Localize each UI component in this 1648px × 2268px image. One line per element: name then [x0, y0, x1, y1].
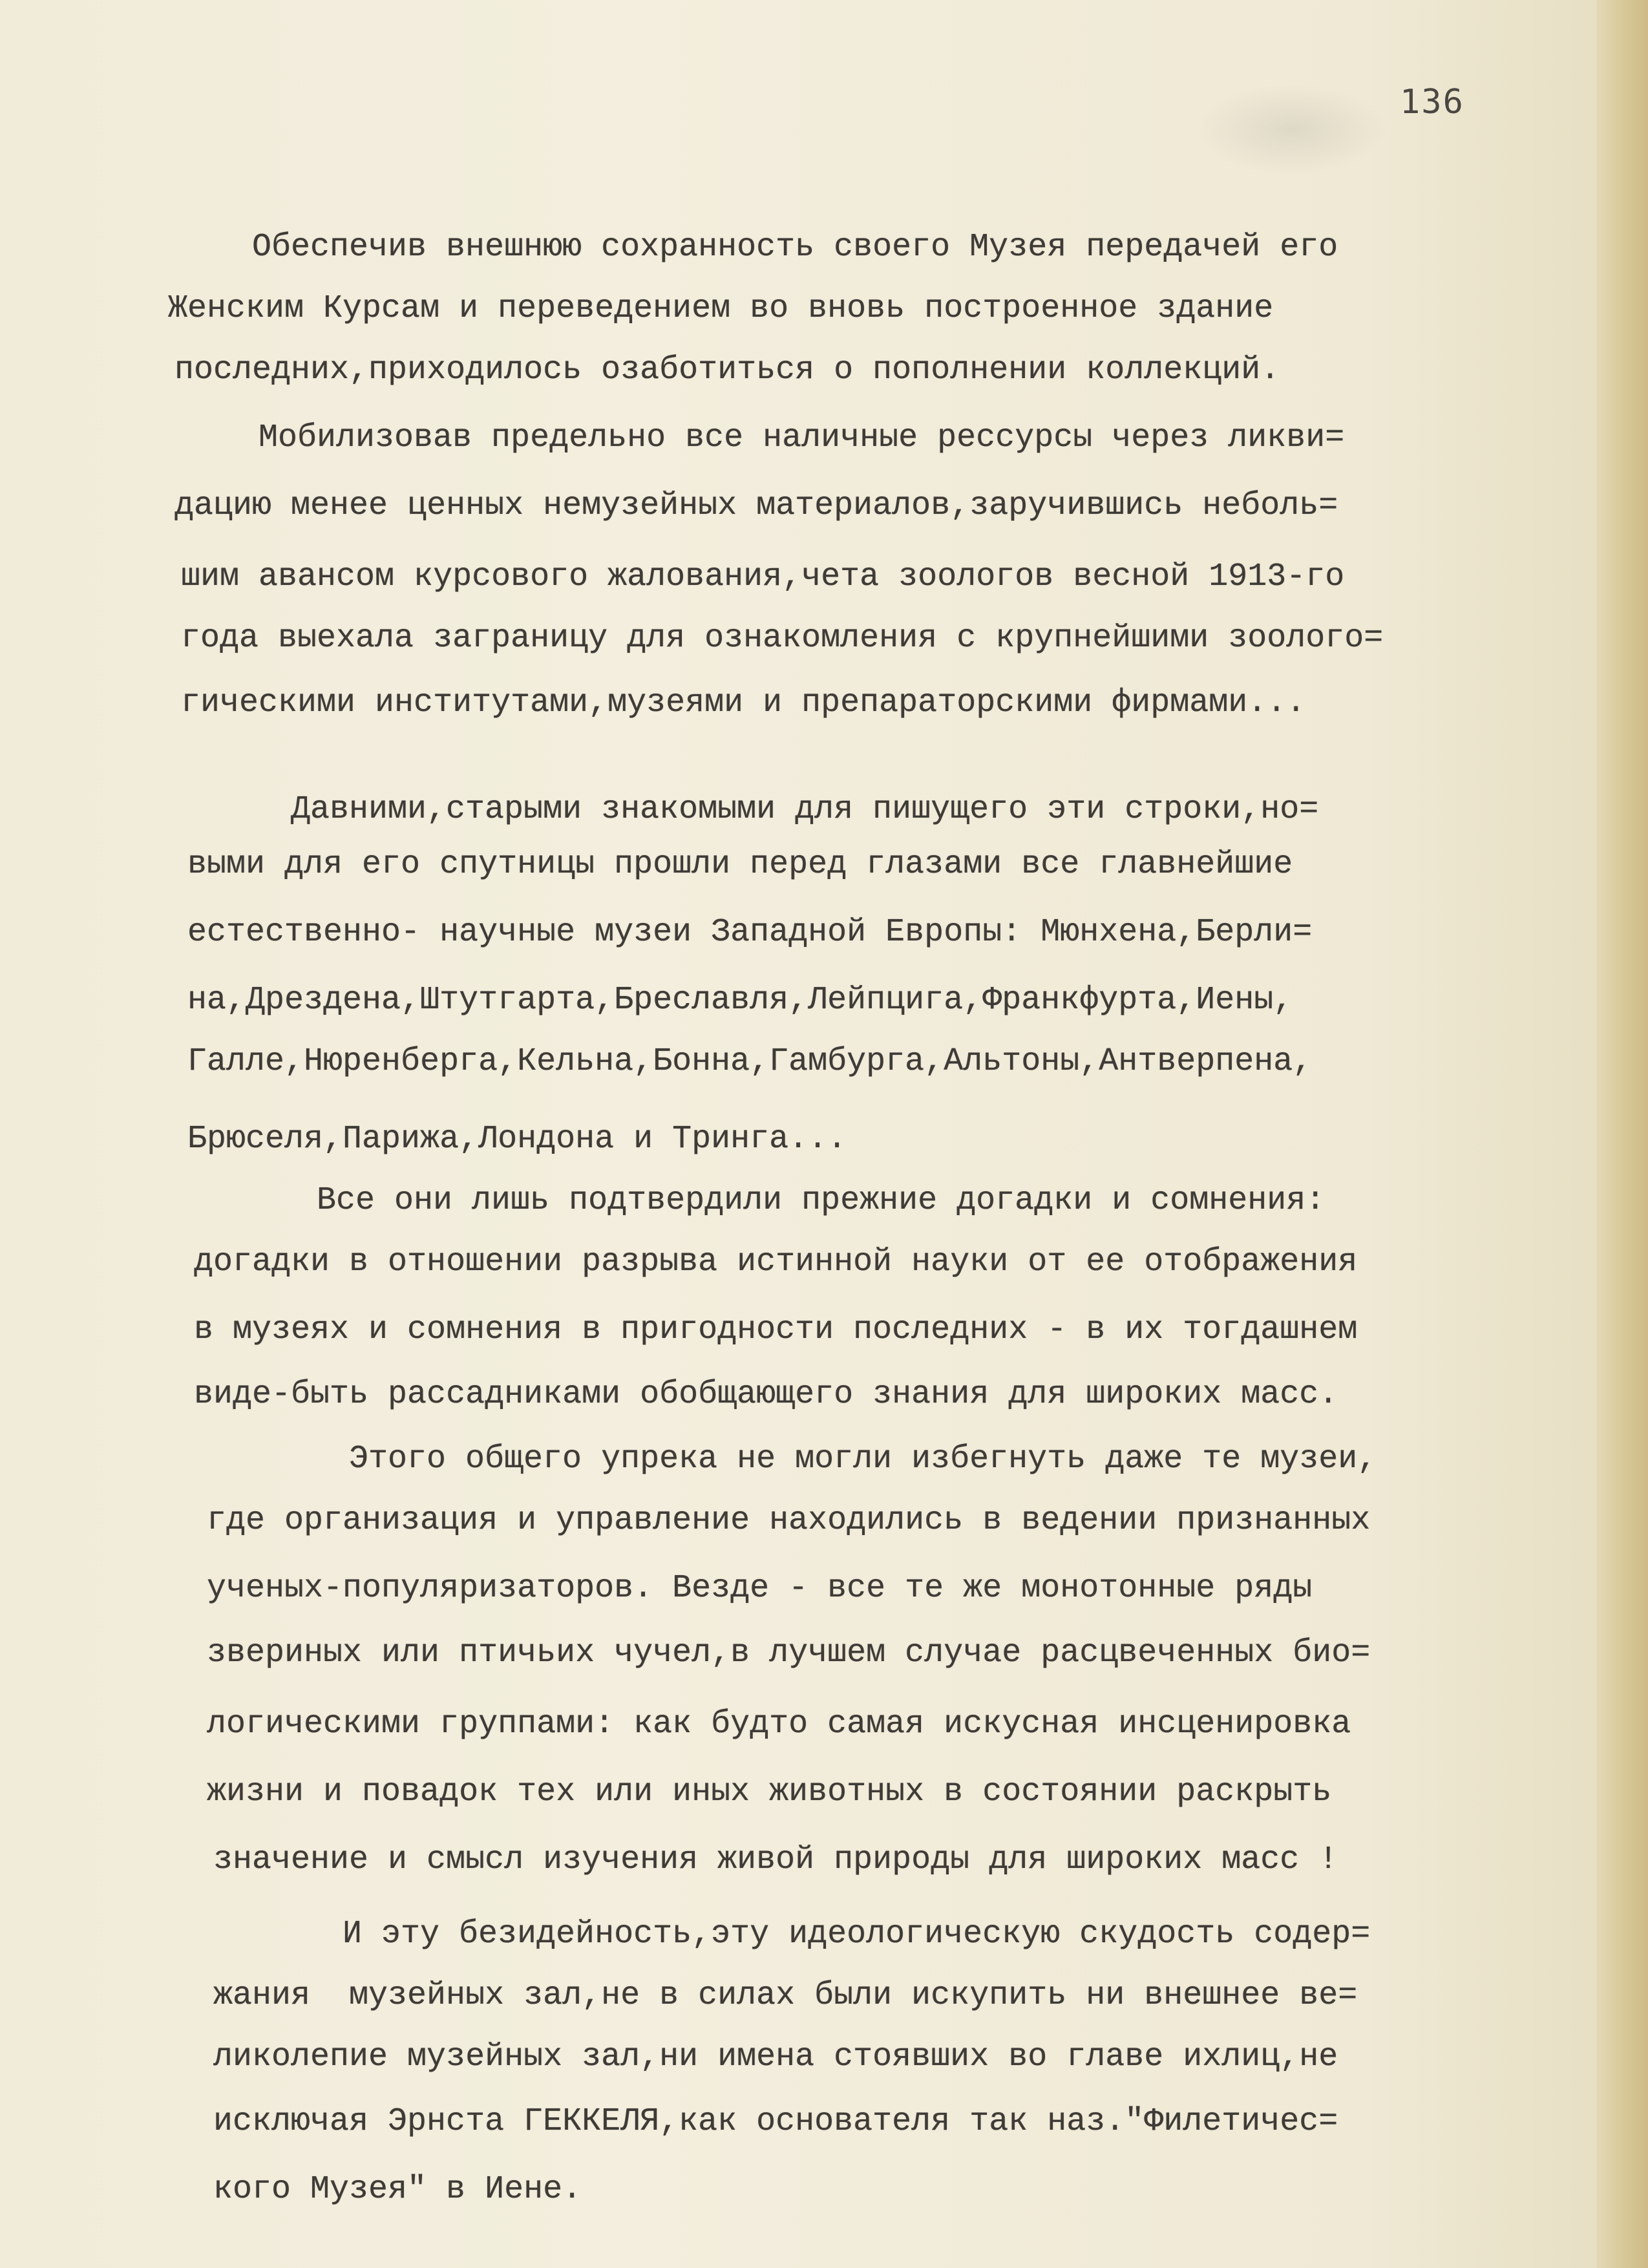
text-line: Все они лишь подтвердили прежние догадки и сомнения:: [317, 1182, 1345, 1219]
text-line: где организация и управление находились в ведении признанных: [207, 1502, 1371, 1539]
text-line: естественно- научные музеи Западной Европы: Мюнхена,Берли=: [187, 914, 1313, 951]
text-line: кого Музея" в Иене.: [213, 2171, 582, 2208]
text-line: дацию менее ценных немузейных материалов,заручившись неболь=: [174, 487, 1338, 524]
text-line: догадки в отношении разрыва истинной науки от ее отображения: [194, 1244, 1358, 1280]
text-line: логическими группами: как будто самая искусная инсценировка: [207, 1706, 1351, 1743]
text-line: Галле,Нюренберга,Кельна,Бонна,Гамбурга,Альтоны,Антверпена,: [187, 1043, 1313, 1080]
text-line: звериных или птичьих чучел,в лучшем случае расцвеченных био=: [207, 1635, 1371, 1671]
text-line: Женским Курсам и переведением во вновь построенное здание: [168, 290, 1274, 327]
text-line: выми для его спутницы прошли перед глазами все главнейшие: [187, 846, 1293, 883]
text-line: ученых-популяризаторов. Везде - все те же монотонные ряды: [207, 1570, 1313, 1607]
text-line: гическими институтами,музеями и препараторскими фирмами...: [181, 684, 1306, 721]
text-line: жизни и повадок тех или иных животных в состоянии раскрыть: [207, 1774, 1332, 1810]
text-line: года выехала заграницу для ознакомления с крупнейшими зоолого=: [181, 620, 1384, 657]
text-line: последних,приходилось озаботиться о пополнении коллекций.: [174, 352, 1280, 388]
torn-paper-edge: [1596, 0, 1648, 2268]
text-line: Обеспечив внешнюю сохранность своего Музея передачей его: [252, 229, 1338, 266]
text-line: на,Дрездена,Штутгарта,Бреславля,Лейпцига,Франкфурта,Иены,: [187, 982, 1293, 1019]
page-number: 136: [1400, 83, 1464, 122]
text-line: виде-быть рассадниками обобщающего знания для широких масс.: [194, 1376, 1338, 1413]
text-line: значение и смысл изучения живой природы для широких масс !: [213, 1841, 1338, 1878]
paper-stain: [1196, 84, 1389, 175]
text-line: Этого общего упрека не могли избегнуть даже те музеи,: [349, 1441, 1377, 1478]
text-line: Давними,старыми знакомыми для пишущего эти строки,но=: [291, 791, 1319, 828]
text-line: И эту безидейность,эту идеологическую скудость содер=: [343, 1916, 1371, 1953]
text-line: Мобилизовав предельно все наличные рессурсы через ликви=: [259, 419, 1345, 456]
text-line: Брюселя,Парижа,Лондона и Тринга...: [187, 1121, 847, 1158]
text-line: ликолепие музейных зал,ни имена стоявших во главе ихлиц,не: [213, 2039, 1338, 2075]
text-line: в музеях и сомнения в пригодности последних - в их тогдашнем: [194, 1311, 1358, 1348]
text-line: исключая Эрнста ГЕККЕЛЯ,как основателя так наз."Филетичес=: [213, 2103, 1338, 2140]
text-line: жания музейных зал,не в силах были искупить ни внешнее ве=: [213, 1977, 1358, 2014]
text-line: шим авансом курсового жалования,чета зоологов весной 1913-го: [181, 558, 1345, 595]
